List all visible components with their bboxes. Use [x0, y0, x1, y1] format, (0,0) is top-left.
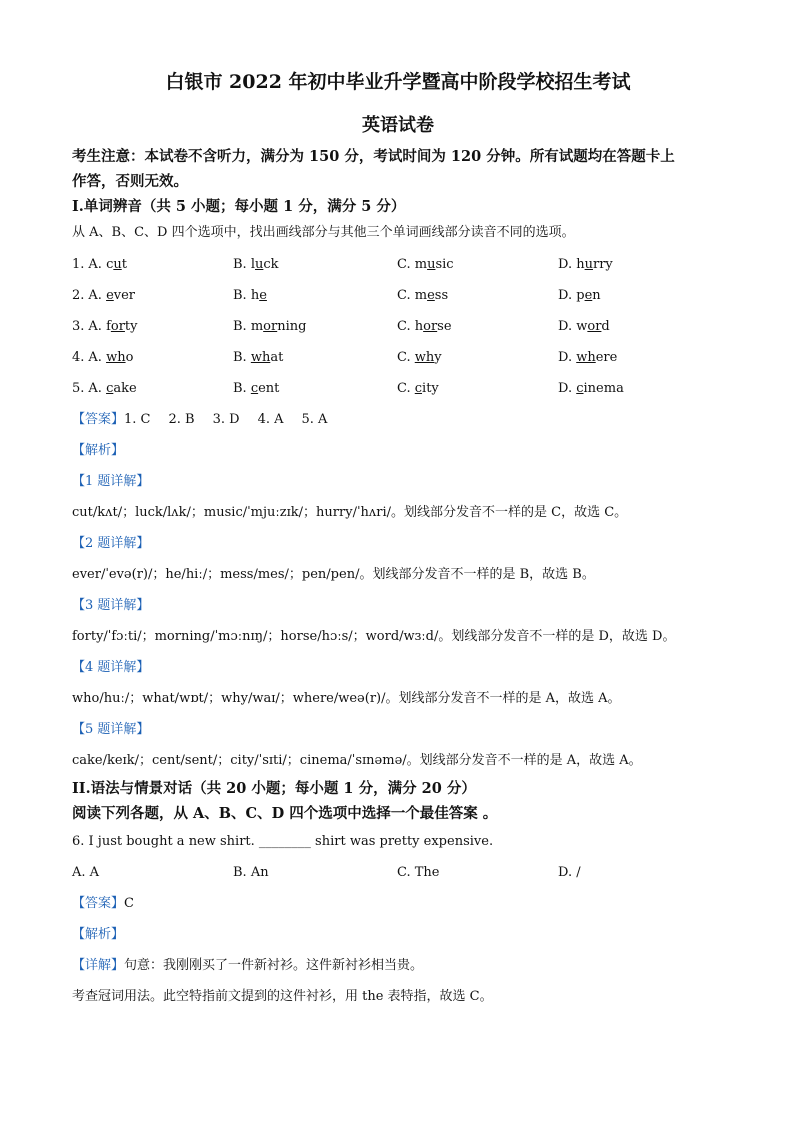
underlined-part: c — [576, 381, 584, 396]
question-row — [72, 249, 724, 280]
word-prefix: w — [576, 319, 588, 334]
underlined-part: c — [414, 381, 423, 396]
answer-label: 【答案】 — [72, 896, 125, 911]
question-number: 5. — [72, 381, 85, 396]
word-prefix: f — [106, 319, 111, 334]
underlined-part: e — [259, 288, 267, 303]
word-prefix: c — [106, 257, 114, 272]
answer-5: 5. A — [301, 412, 328, 427]
option-letter: C. — [397, 381, 415, 396]
word-suffix: at — [270, 350, 284, 365]
option-a — [72, 350, 233, 365]
answer-3: 3. D — [212, 412, 240, 427]
detail-text: cake/keɪk/；cent/sent/；city/ˈsɪti/；cinema/ˈsɪnəmə/。划线部分发音不一样的是 A，故选 A。 — [72, 753, 642, 768]
answer-4: 4. A — [257, 412, 284, 427]
detail-label: 【4 题详解】 — [72, 660, 150, 675]
answer-label: 【答案】 — [72, 412, 125, 427]
word-suffix: ake — [113, 381, 137, 396]
question-row — [72, 342, 724, 373]
option-letter: B. — [233, 350, 251, 365]
question-list — [72, 249, 724, 404]
option-c: C. The — [397, 865, 440, 880]
option-c — [397, 350, 558, 365]
underlined-part: wh — [106, 350, 126, 365]
section2-instruction: 阅读下列各题，从 A、B、C、D 四个选项中选择一个最佳答案 。 — [72, 805, 498, 822]
question-row — [72, 373, 724, 404]
option-letter: B. — [233, 288, 251, 303]
option-letter: A. — [88, 319, 107, 334]
detail-text: cut/kʌt/；luck/lʌk/；music/ˈmjuːzɪk/；hurry/ˈhʌri/。划线部分发音不一样的是 C，故选 C。 — [72, 505, 628, 520]
detail-label: 【详解】 — [72, 958, 125, 973]
word-prefix: m — [414, 288, 428, 303]
answer-2: 2. B — [168, 412, 195, 427]
underlined-part: u — [584, 257, 593, 272]
option-letter: D. — [558, 257, 577, 272]
question-6-detail — [72, 950, 724, 981]
word-suffix: y — [434, 350, 442, 365]
option-d: D. / — [558, 865, 581, 880]
exam-page — [72, 66, 724, 1012]
detail-label: 【2 题详解】 — [72, 536, 150, 551]
word-prefix: h — [414, 319, 424, 334]
word-suffix: t — [121, 257, 127, 272]
answer-1: 1. C — [124, 412, 151, 427]
option-a — [72, 257, 233, 272]
analysis-label: 【解析】 — [72, 443, 125, 458]
notice-line-2: 作答，否则无效。 — [72, 173, 188, 190]
underlined-part: c — [250, 381, 259, 396]
detail-text: ever/ˈevə(r)/；he/hiː/；mess/mes/；pen/pen/。划线部分发音不一样的是 B，故选 B。 — [72, 567, 595, 582]
detail-label: 【3 题详解】 — [72, 598, 150, 613]
answer-value: C — [124, 896, 134, 911]
word-prefix: m — [414, 257, 428, 272]
detail-text: 句意：我刚刚买了一件新衬衫。这件新衬衫相当贵。 — [124, 958, 424, 973]
word-suffix: ty — [124, 319, 138, 334]
underlined-part: or — [587, 319, 602, 334]
question-row — [72, 280, 724, 311]
notice-line-1: 考生注意：本试卷不含听力，满分为 150 分，考试时间为 120 分钟。所有试题均在答题卡上 — [72, 148, 675, 165]
option-c — [397, 381, 558, 396]
option-b — [233, 350, 397, 365]
analysis-label: 【解析】 — [72, 927, 125, 942]
underlined-part: wh — [414, 350, 435, 365]
word-suffix: ss — [434, 288, 449, 303]
word-prefix: h — [576, 257, 585, 272]
word-suffix: ere — [595, 350, 618, 365]
word-prefix: h — [250, 288, 260, 303]
underlined-part: u — [255, 257, 264, 272]
question-row — [72, 311, 724, 342]
option-b: B. An — [233, 865, 269, 880]
option-d — [558, 350, 724, 365]
option-a — [72, 288, 233, 303]
section1-instruction: 从 A、B、C、D 四个选项中，找出画线部分与其他三个单词画线部分读音不同的选项。 — [72, 225, 575, 240]
detail-label: 【1 题详解】 — [72, 474, 150, 489]
page-title: 白银市 2022 年初中毕业升学暨高中阶段学校招生考试 — [165, 71, 631, 93]
answer-line — [72, 404, 724, 435]
word-suffix: n — [592, 288, 601, 303]
question-number: 1. — [72, 257, 85, 272]
option-d — [558, 381, 724, 396]
word-suffix: sic — [435, 257, 454, 272]
detail-list — [72, 466, 724, 776]
option-letter: D. — [558, 381, 577, 396]
question-6-options — [72, 857, 724, 888]
section1-heading: I.单词辨音（共 5 小题；每小题 1 分，满分 5 分） — [72, 198, 406, 215]
underlined-part: or — [263, 319, 278, 334]
underlined-part: or — [110, 319, 125, 334]
option-d — [558, 288, 724, 303]
option-b — [233, 319, 397, 334]
underlined-part: wh — [250, 350, 271, 365]
option-letter: A. — [88, 381, 107, 396]
question-number: 3. — [72, 319, 85, 334]
option-d — [558, 257, 724, 272]
option-letter: C. — [397, 350, 415, 365]
question-6-explanation: 考查冠词用法。此空特指前文提到的这件衬衫，用 the 表特指，故选 C。 — [72, 989, 493, 1004]
underlined-part: e — [584, 288, 593, 303]
word-suffix: rry — [592, 257, 613, 272]
option-c — [397, 319, 558, 334]
option-letter: D. — [558, 288, 577, 303]
question-6-stem: 6. I just bought a new shirt. ________ shirt was pretty expensive. — [72, 834, 494, 849]
word-suffix: ck — [263, 257, 279, 272]
option-b — [233, 257, 397, 272]
detail-label: 【5 题详解】 — [72, 722, 150, 737]
question-6-answer — [72, 888, 724, 919]
option-letter: A. — [88, 288, 107, 303]
option-letter: B. — [233, 381, 251, 396]
option-letter: B. — [233, 257, 251, 272]
page-subtitle: 英语试卷 — [362, 115, 434, 136]
word-suffix: ning — [277, 319, 307, 334]
underlined-part: e — [427, 288, 435, 303]
word-suffix: d — [601, 319, 610, 334]
option-letter: A. — [88, 257, 107, 272]
detail-text: who/huː/；what/wɒt/；why/waɪ/；where/weə(r)/。划线部分发音不一样的是 A，故选 A。 — [72, 691, 621, 706]
word-suffix: inema — [583, 381, 624, 396]
option-letter: C. — [397, 257, 415, 272]
option-a — [72, 381, 233, 396]
option-letter: D. — [558, 319, 577, 334]
underlined-part: c — [106, 381, 114, 396]
section2-heading: II.语法与情景对话（共 20 小题；每小题 1 分，满分 20 分） — [72, 780, 476, 797]
option-a: A. A — [72, 865, 100, 880]
word-suffix: ent — [258, 381, 280, 396]
option-letter: D. — [558, 350, 577, 365]
underlined-part: or — [423, 319, 438, 334]
detail-text: forty/ˈfɔːti/；morning/ˈmɔːnɪŋ/；horse/hɔːs/；word/wɜːd/。划线部分发音不一样的是 D，故选 D。 — [72, 629, 676, 644]
word-suffix: o — [125, 350, 134, 365]
underlined-part: u — [427, 257, 436, 272]
option-letter: A. — [88, 350, 107, 365]
option-letter: B. — [233, 319, 251, 334]
option-letter: C. — [397, 288, 415, 303]
option-a — [72, 319, 233, 334]
option-letter: C. — [397, 319, 415, 334]
word-suffix: ver — [113, 288, 136, 303]
word-suffix: ity — [422, 381, 439, 396]
question-number: 4. — [72, 350, 85, 365]
option-c — [397, 288, 558, 303]
option-c — [397, 257, 558, 272]
word-prefix: p — [576, 288, 585, 303]
word-prefix: l — [250, 257, 255, 272]
option-d — [558, 319, 724, 334]
word-suffix: se — [437, 319, 452, 334]
underlined-part: wh — [576, 350, 596, 365]
underlined-part: u — [113, 257, 122, 272]
word-prefix: m — [250, 319, 264, 334]
option-b — [233, 288, 397, 303]
underlined-part: e — [106, 288, 114, 303]
option-b — [233, 381, 397, 396]
question-number: 2. — [72, 288, 85, 303]
